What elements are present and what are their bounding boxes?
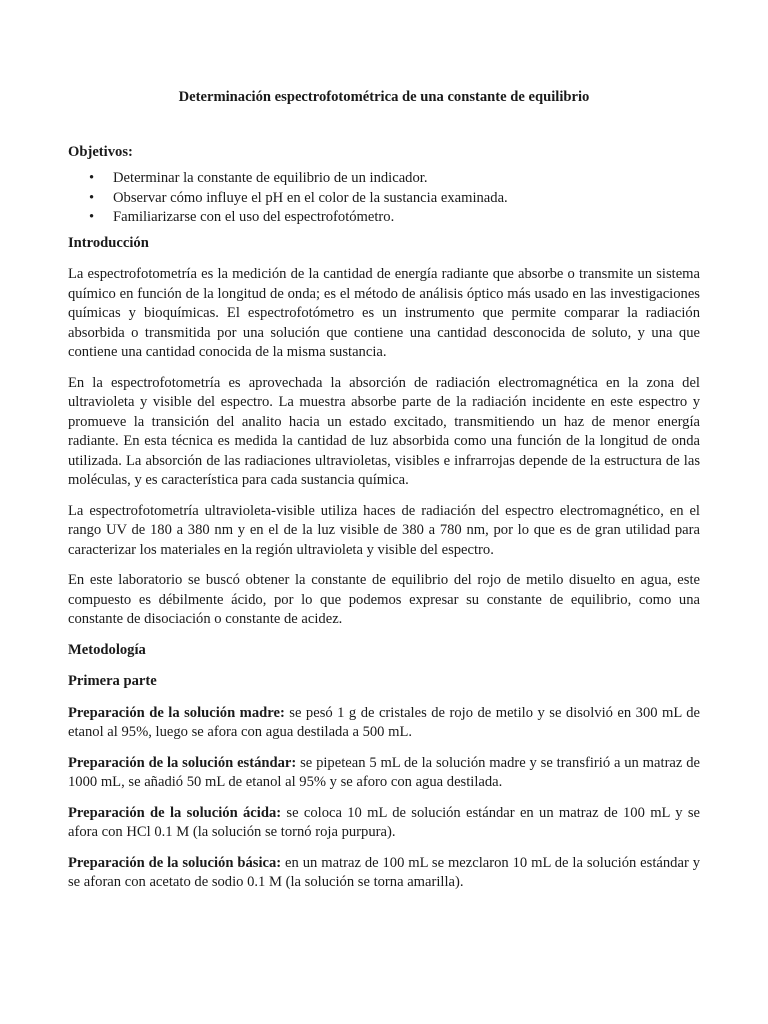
methodology-heading: Metodología [68, 641, 146, 658]
intro-paragraph: La espectrofotometría ultravioleta-visible utiliza haces de radiación del espectro electromagnético, en el rango UV de 180 a 380 nm y en el de la luz visible de 380 a 780 nm, por lo que es de gran utilidad para caracterizar los materiales en la región ultravioleta y visible del espectro. [68, 502, 700, 558]
document-page [68, 88, 700, 904]
introduction-heading: Introducción [68, 234, 149, 251]
bullet-icon: • [89, 170, 95, 186]
method-step [68, 804, 700, 843]
objective-item [68, 208, 700, 228]
objectives-heading: Objetivos: [68, 143, 133, 160]
objective-item [68, 169, 700, 189]
method-step-label: Preparación de la solución básica: [68, 854, 282, 871]
method-step-text: se pesó 1 g de cristales de rojo de metilo y se disolvió en 300 mL de etanol al 95%, luego se afora con agua destilada a 500 mL. [68, 704, 700, 740]
objective-text: Familiarizarse con el uso del espectrofotómetro. [113, 209, 395, 225]
method-step [68, 754, 700, 793]
method-step-label: Preparación de la solución ácida: [68, 804, 282, 821]
intro-paragraph: En la espectrofotometría es aprovechada la absorción de radiación electromagnética en la zona del ultravioleta y visible del espectro. La muestra absorbe parte de la radiación incidente en este espectro y promueve la transición del analito hacia un estado excitado, transmitiendo un haz de menor energía radiante. En esta técnica es medida la cantidad de luz absorbida como una función de la longitud de onda utilizada. La absorción de las radiaciones ultravioletas, visibles e infrarrojas depende de la estructura de las moléculas, y es característica para cada sustancia química. [68, 374, 700, 488]
method-step-label: Preparación de la solución madre: [68, 704, 285, 721]
objective-item [68, 189, 700, 209]
intro-paragraph: En este laboratorio se buscó obtener la constante de equilibrio del rojo de metilo disuelto en agua, este compuesto es débilmente ácido, por lo que podemos expresar su constante de equilibrio, como una constante de disociación o constante de acidez. [68, 572, 700, 627]
method-step [68, 854, 700, 893]
objectives-list [68, 169, 700, 228]
objective-text: Determinar la constante de equilibrio de un indicador. [113, 170, 428, 186]
objective-text: Observar cómo influye el pH en el color de la sustancia examinada. [113, 189, 508, 206]
method-step-text: se coloca 10 mL de solución estándar en un matraz de 100 mL y se afora con HCl 0.1 M (la solución se tornó roja purpura). [68, 804, 700, 840]
bullet-icon: • [89, 189, 95, 206]
document-title: Determinación espectrofotométrica de una constante de equilibrio [178, 89, 590, 105]
intro-paragraph: La espectrofotometría es la medición de la cantidad de energía radiante que absorbe o transmite un sistema químico en función de la longitud de onda; es el método de análisis óptico más usado en las investigaciones químicas y bioquímicas. El espectrofotómetro es un instrumento que permite comparar la radiación absorbida o transmitida por una solución que contiene una cantidad desconocida de soluto, y una que contiene una cantidad conocida de la misma sustancia. [68, 266, 700, 360]
method-step-text: se pipetean 5 mL de la solución madre y se transfirió a un matraz de 1000 mL, se añadió 50 mL de etanol al 95% y se aforo con agua destilada. [68, 754, 700, 790]
methodology-subheading: Primera parte [68, 673, 157, 689]
method-step-text: en un matraz de 100 mL se mezclaron 10 mL de la solución estándar y se aforan con acetato de sodio 0.1 M (la solución se torna amarilla). [68, 854, 700, 890]
bullet-icon: • [89, 209, 95, 225]
method-step [68, 704, 700, 743]
method-step-label: Preparación de la solución estándar: [68, 754, 297, 771]
